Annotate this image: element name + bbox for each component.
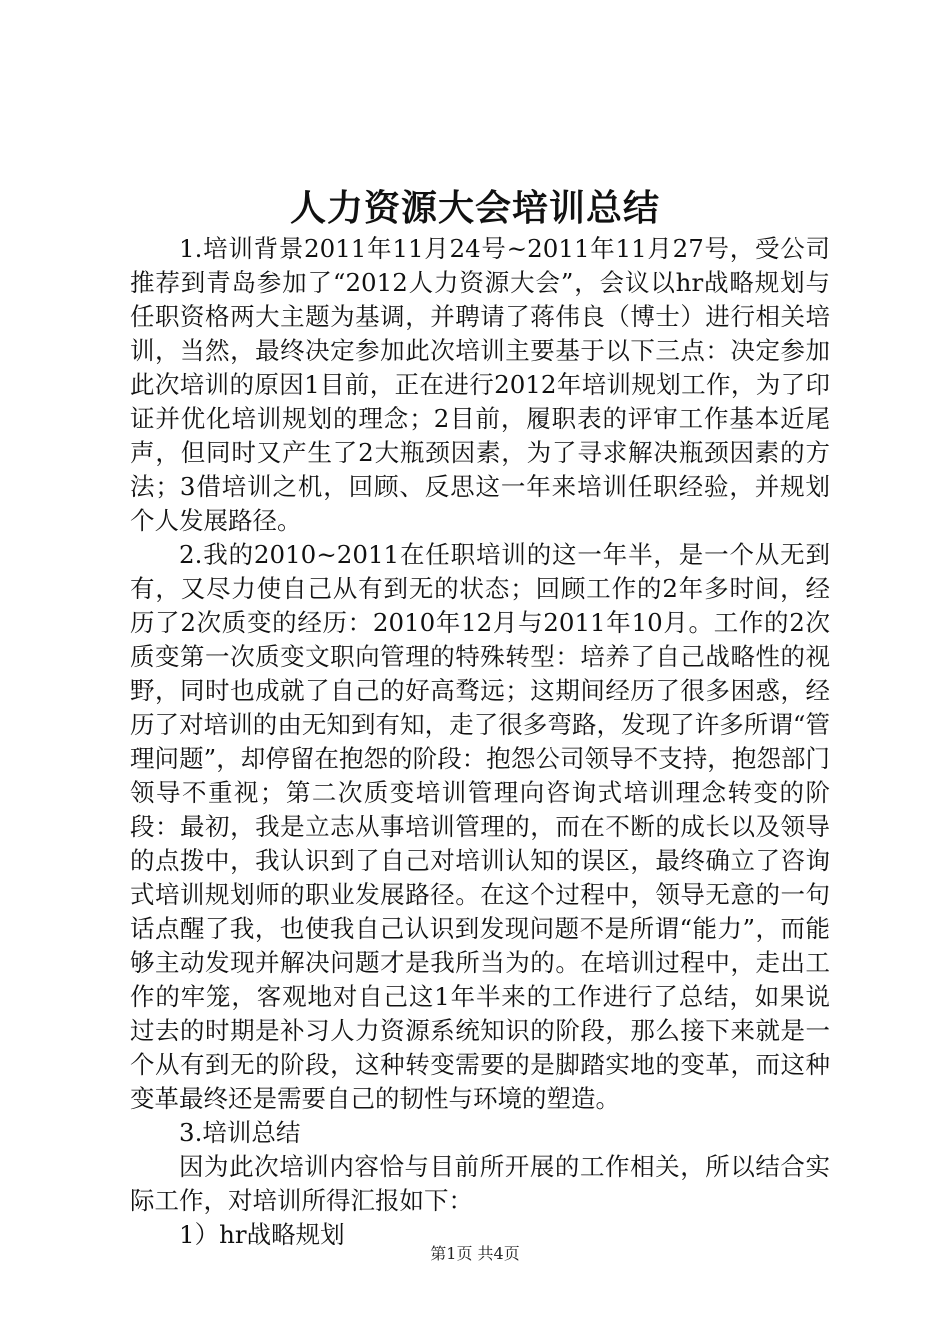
page-number-footer: 第1页 共4页 [430,1244,520,1263]
paragraph-background: 1.培训背景2011年11月24号~2011年11月27号，受公司推荐到青岛参加了“2012人力资源大会”，会议以hr战略规划与任职资格两大主题为基调，并聘请了蒋伟良（博士）进行相关培训，当然，最终决定参加此次培训主要基于以下三点：决定参加此次培训的原因1目前，正在进行2012年培训规划工作，为了印证并优化培训规划的理念；2目前，履职表的评审工作基本近尾声，但同时又产生了2大瓶颈因素，为了寻求解决瓶颈因素的方法；3借培训之机，回顾、反思这一年来培训任职经验，并规划个人发展路径。 [130,234,830,535]
document-title: 人力资源大会培训总结 [289,187,660,229]
paragraph-experience: 2.我的2010~2011在任职培训的这一年半，是一个从无到有，又尽力使自己从有到无的状态；回顾工作的2年多时间，经历了2次质变的经历：2010年12月与2011年10月。工作的2次质变第一次质变文职向管理的特殊转型：培养了自己战略性的视野，同时也成就了自己的好高骛远；这期间经历了很多困惑，经历了对培训的由无知到有知，走了很多弯路，发现了许多所谓“管理问题”，却停留在抱怨的阶段：抱怨公司领导不支持，抱怨部门领导不重视；第二次质变培训管理向咨询式培训理念转变的阶段：最初，我是立志从事培训管理的，而在不断的成长以及领导的点拨中，我认识到了自己对培训认知的误区，最终确立了咨询式培训规划师的职业发展路径。在这个过程中，领导无意的一句话点醒了我，也使我自己认识到发现问题不是所谓“能力”，而能够主动发现并解决问题才是我所当为的。在培训过程中，走出工作的牢笼，客观地对自己这1年半来的工作进行了总结，如果说过去的时期是补习人力资源系统知识的阶段，那么接下来就是一个从有到无的阶段，这种转变需要的是脚踏实地的变革，而这种变革最终还是需要自己的韧性与环境的塑造。 [130,540,830,1113]
paragraph-summary-intro: 因为此次培训内容恰与目前所开展的工作相关，所以结合实际工作，对培训所得汇报如下： [130,1152,830,1215]
section-heading-summary: 3.培训总结 [179,1118,301,1147]
document-body [130,232,830,1252]
subheading-hr-strategy: 1）hr战略规划 [179,1220,345,1249]
